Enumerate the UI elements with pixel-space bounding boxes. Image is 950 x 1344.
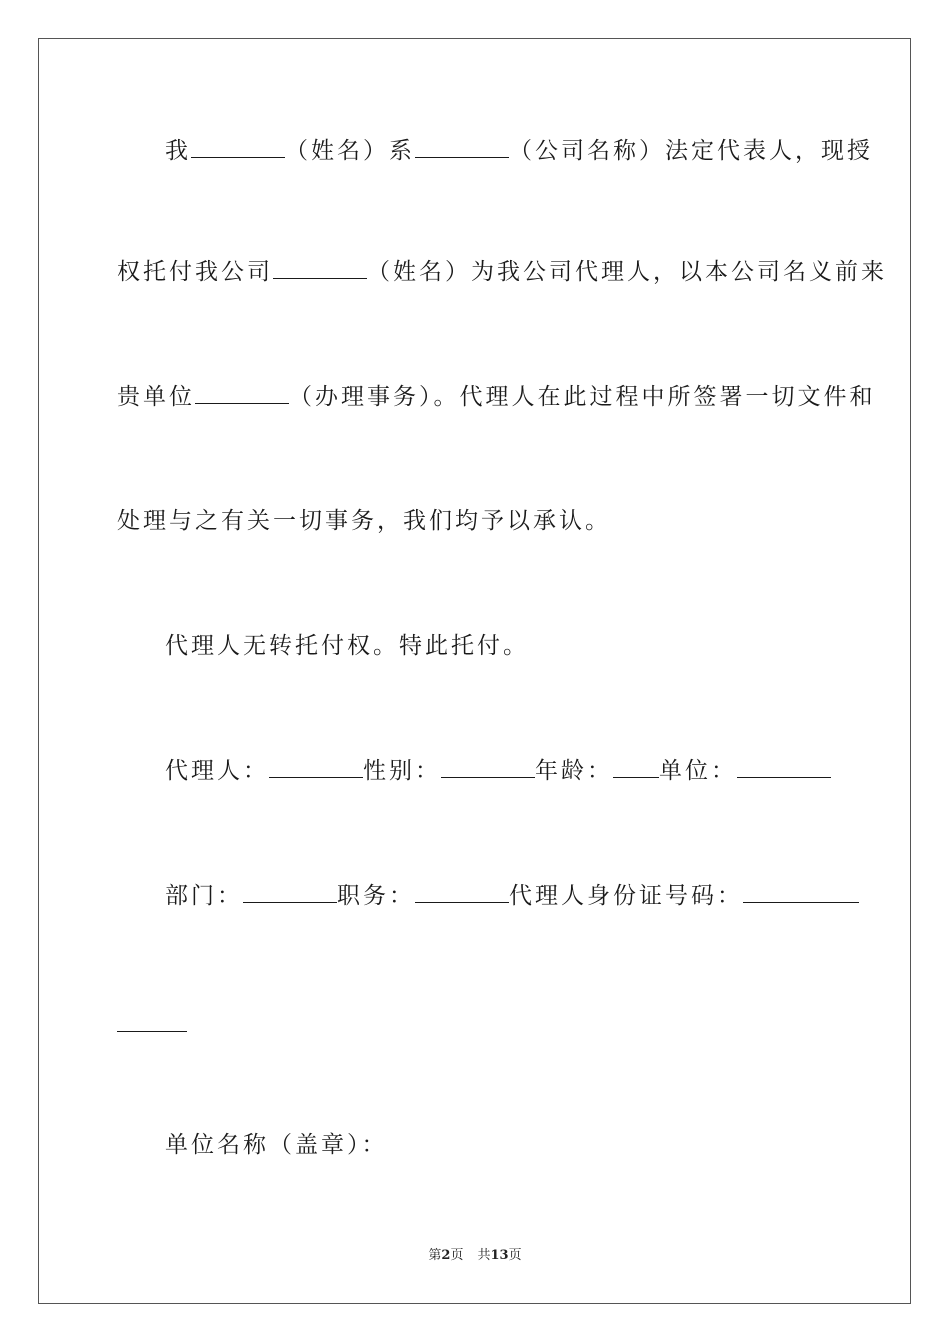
text-segment: 权托付我公司 (117, 259, 273, 285)
blank-id-number-continued[interactable] (117, 1011, 187, 1032)
label-age: 年龄： (535, 758, 613, 784)
blank-company-field[interactable] (415, 137, 509, 158)
blank-position-field[interactable] (415, 882, 509, 903)
text-segment: （姓名）系 (285, 138, 415, 164)
text-segment: 我 (165, 138, 191, 164)
company-seal-line: 单位名称（盖章）： (165, 1132, 388, 1158)
footer-page-number: 2 (441, 1248, 451, 1263)
text-segment: （办理事务）。代理人在此过程中所签署一切文件和 (289, 384, 876, 410)
label-id-number: 代理人身份证号码： (509, 883, 743, 909)
footer-total-prefix: 共 (477, 1248, 491, 1263)
blank-matter-field[interactable] (195, 383, 289, 404)
label-gender: 性别： (363, 758, 441, 784)
label-position: 职务： (337, 883, 415, 909)
blank-age-field[interactable] (613, 757, 659, 778)
label-unit: 单位： (659, 758, 737, 784)
footer-total-suffix: 页 (508, 1248, 522, 1263)
footer-page-suffix: 页 (450, 1248, 464, 1263)
agent-dept-line (165, 881, 859, 911)
page-border (38, 38, 911, 1304)
text-segment: （公司名称）法定代表人，现授 (509, 138, 873, 164)
paragraph-line-3 (117, 382, 876, 412)
label-agent: 代理人： (165, 758, 269, 784)
paragraph-line-1 (165, 136, 873, 166)
page-footer (0, 1247, 950, 1265)
footer-page-prefix: 第 (428, 1248, 442, 1263)
id-number-continuation (117, 1010, 187, 1040)
paragraph-line-4: 处理与之有关一切事务，我们均予以承认。 (117, 508, 611, 534)
blank-unit-field[interactable] (737, 757, 831, 778)
footer-total-pages: 13 (490, 1248, 509, 1263)
label-department: 部门： (165, 883, 243, 909)
blank-department-field[interactable] (243, 882, 337, 903)
blank-agent-name-field[interactable] (273, 258, 367, 279)
text-segment: 贵单位 (117, 384, 195, 410)
paragraph-no-sub-delegation: 代理人无转托付权。特此托付。 (165, 633, 529, 659)
blank-gender-field[interactable] (441, 757, 535, 778)
blank-name-field[interactable] (191, 137, 285, 158)
agent-info-line (165, 756, 831, 786)
text-segment: （姓名）为我公司代理人，以本公司名义前来 (367, 259, 887, 285)
paragraph-line-2 (117, 257, 887, 287)
blank-id-number-field[interactable] (743, 882, 859, 903)
blank-agent-field[interactable] (269, 757, 363, 778)
